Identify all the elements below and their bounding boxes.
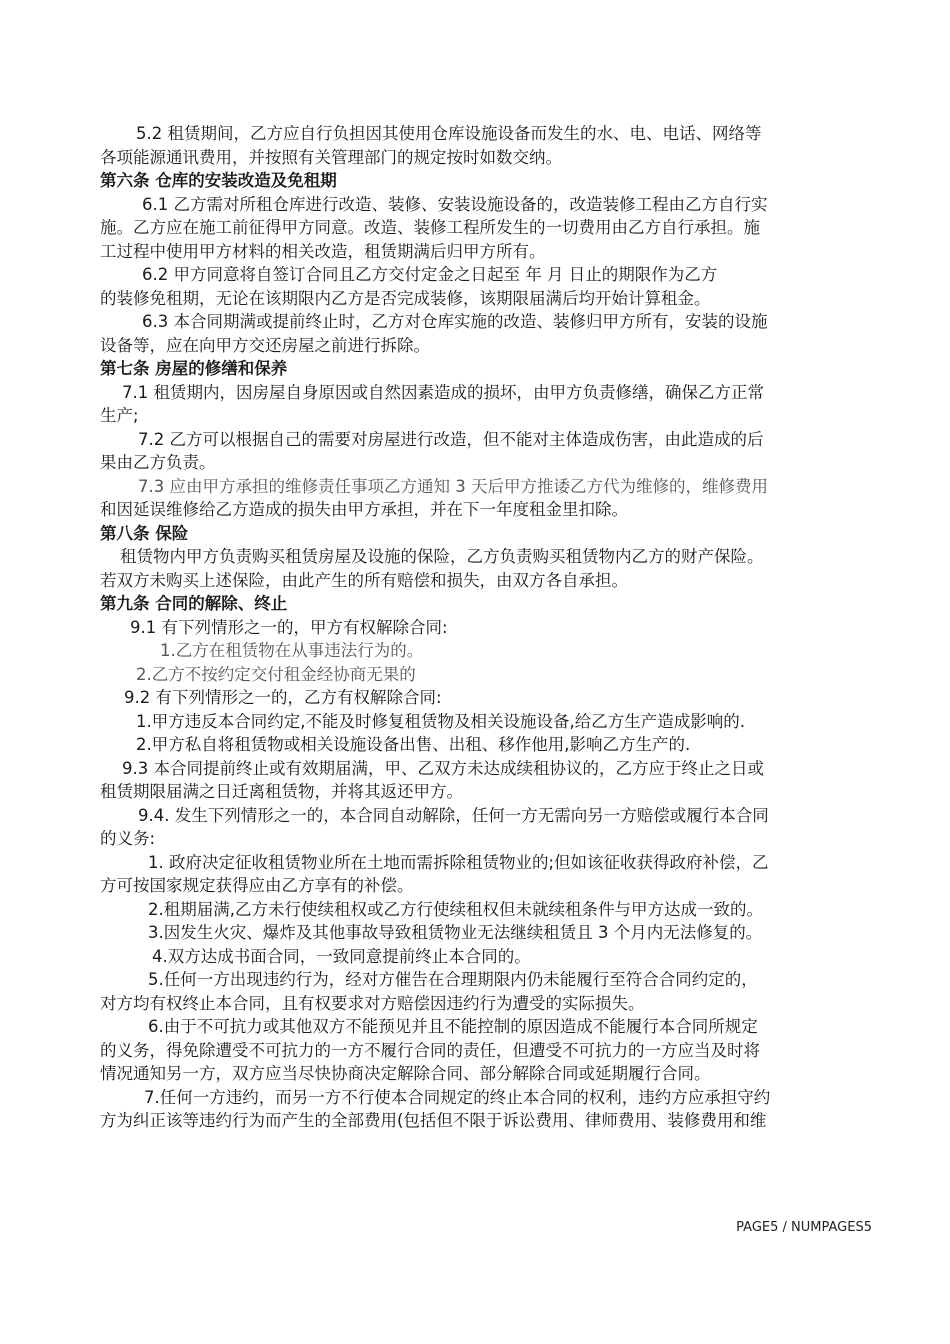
text-line: 方可按国家规定获得应由乙方享有的补偿。 [100, 876, 414, 895]
text-line: 5.2 租赁期间，乙方应自行负担因其使用仓库设施设备而发生的水、电、电话、网络等 [136, 124, 762, 143]
text-line: 工过程中使用甲方材料的相关改造，租赁期满后归甲方所有。 [100, 241, 546, 261]
text-line: 9.4. 发生下列情形之一的，本合同自动解除，任何一方无需向另一方赔偿或履行本合同 [138, 805, 769, 825]
text-line: 9.1 有下列情形之一的，甲方有权解除合同: [130, 617, 448, 637]
text-line: 5.任何一方出现违约行为，经对方催告在合理期限内仍未能履行至符合合同约定的， [148, 970, 758, 989]
text-line: 1. 政府决定征收租赁物业所在土地而需拆除租赁物业的;但如该征收获得政府补偿，乙 [148, 852, 769, 872]
text-line: 设备等，应在向甲方交还房屋之前进行拆除。 [100, 335, 430, 355]
text-line: 7.1 租赁期内，因房屋自身原因或自然因素造成的损坏，由甲方负责修缮，确保乙方正常 [122, 382, 764, 402]
section-heading: 第八条 保险 [100, 523, 189, 543]
text-line: 的装修免租期，无论在该期限内乙方是否完成装修，该期限届满后均开始计算租金。 [100, 288, 711, 308]
text-line: 1.乙方在租赁物在从事违法行为的。 [160, 641, 424, 660]
text-line: 7.任何一方违约，而另一方不行使本合同规定的终止本合同的权利，违约方应承担守约 [144, 1087, 771, 1107]
text-line: 方为纠正该等违约行为而产生的全部费用(包括但不限于诉讼费用、律师费用、装修费用和维 [100, 1111, 767, 1130]
text-line: 3.因发生火灾、爆炸及其他事故导致租赁物业无法继续租赁且 3 个月内无法修复的。 [148, 923, 763, 942]
text-line: 租赁物内甲方负责购买租赁房屋及设施的保险，乙方负责购买租赁物内乙方的财产保险。 [120, 547, 764, 566]
text-line: 各项能源通讯费用，并按照有关管理部门的规定按时如数交纳。 [100, 147, 562, 167]
text-line: 对方均有权终止本合同，且有权要求对方赔偿因违约行为遭受的实际损失。 [100, 993, 645, 1013]
page-number-footer: PAGE5 / NUMPAGES5 [736, 1220, 872, 1235]
text-line: 若双方未购买上述保险，由此产生的所有赔偿和损失，由双方各自承担。 [100, 570, 628, 590]
text-line: 2.甲方私自将租赁物或相关设施设备出售、出租、移作他用,影响乙方生产的. [136, 735, 691, 754]
text-line: 6.2 甲方同意将自签订合同且乙方交付定金之日起至 年 月 日止的期限作为乙方 [142, 265, 718, 284]
text-line: 7.3 应由甲方承担的维修责任事项乙方通知 3 天后甲方推诿乙方代为维修的，维修费用 [138, 476, 768, 496]
text-line: 2.乙方不按约定交付租金经协商无果的 [136, 664, 416, 684]
text-line: 和因延误维修给乙方造成的损失由甲方承担，并在下一年度租金里扣除。 [100, 500, 628, 519]
text-line: 9.3 本合同提前终止或有效期届满，甲、乙双方未达成续租协议的，乙方应于终止之日或 [122, 758, 764, 778]
section-heading: 第七条 房屋的修缮和保养 [100, 359, 288, 378]
text-line: 9.2 有下列情形之一的，乙方有权解除合同: [124, 688, 442, 707]
text-line: 6.1 乙方需对所租仓库进行改造、装修、安装设施设备的，改造装修工程由乙方自行实 [142, 194, 768, 214]
text-line: 租赁期限届满之日迁离租赁物，并将其返还甲方。 [100, 782, 463, 801]
section-heading: 第六条 仓库的安装改造及免租期 [100, 171, 337, 190]
text-line: 2.租期届满,乙方未行使续租权或乙方行使续租权但未就续租条件与甲方达成一致的。 [148, 899, 763, 919]
text-line: 4.双方达成书面合同，一致同意提前终止本合同的。 [152, 946, 531, 966]
document-body [100, 122, 870, 1133]
text-line: 生产; [100, 406, 139, 425]
text-line: 6.由于不可抗力或其他双方不能预见并且不能控制的原因造成不能履行本合同所规定 [148, 1017, 758, 1036]
text-line: 的义务，得免除遭受不可抗力的一方不履行合同的责任，但遭受不可抗力的一方应当及时将 [100, 1040, 760, 1060]
text-line: 的义务: [100, 829, 156, 848]
text-line: 情况通知另一方，双方应当尽快协商决定解除合同、部分解除合同或延期履行合同。 [100, 1064, 711, 1083]
text-line: 果由乙方负责。 [100, 453, 216, 472]
text-line: 6.3 本合同期满或提前终止时，乙方对仓库实施的改造、装修归甲方所有，安装的设施 [142, 312, 768, 331]
text-line: 施。乙方应在施工前征得甲方同意。改造、装修工程所发生的一切费用由乙方自行承担。施 [100, 218, 760, 237]
section-heading: 第九条 合同的解除、终止 [100, 594, 288, 613]
text-line: 1.甲方违反本合同约定,不能及时修复租赁物及相关设施设备,给乙方生产造成影响的. [136, 711, 745, 731]
text-line: 7.2 乙方可以根据自己的需要对房屋进行改造，但不能对主体造成伤害，由此造成的后 [138, 429, 764, 449]
